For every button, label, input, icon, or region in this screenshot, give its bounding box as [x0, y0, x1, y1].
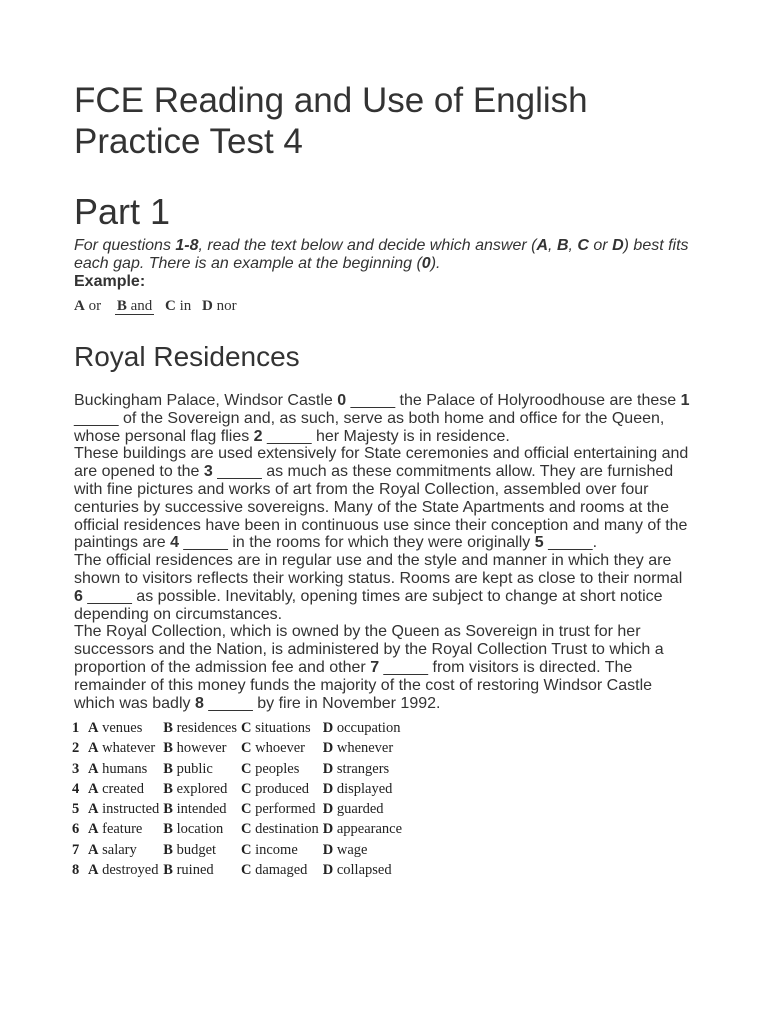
- passage-paragraph-2: These buildings are used extensively for State ceremonies and official entertaining and are opened to the 3 _____ as much as these commitments allow. They are furnished with fine pictures and works of art from the Royal Collection, assembled over four centuries by successive sovereigns. Many of the State Apartments and rooms at the official residences have been in continuous use since their conception and many of the paintings are 4 _____ in the rooms for which they were originally 5 _____.: [74, 445, 689, 552]
- option-d: D displayed: [322, 780, 393, 797]
- question-number: 7: [72, 841, 80, 858]
- document-page: [74, 80, 694, 881]
- example-label: Example:: [74, 273, 146, 290]
- option-d: D collapsed: [322, 862, 392, 879]
- question-number: 5: [72, 801, 80, 818]
- question-row: [72, 800, 406, 820]
- option-c: C income: [240, 841, 298, 858]
- part-heading: Part 1: [74, 191, 171, 232]
- option-c: C damaged: [240, 862, 308, 879]
- option-b: B intended: [163, 801, 227, 818]
- example-options: [74, 297, 694, 315]
- example-option-c: C in: [165, 298, 192, 314]
- question-number: 6: [72, 821, 80, 838]
- option-a: A whatever: [88, 740, 156, 757]
- passage-title: Royal Residences: [74, 341, 300, 372]
- question-number: 2: [72, 740, 80, 757]
- option-b: B location: [163, 821, 224, 838]
- option-a: A feature: [88, 821, 143, 838]
- option-c: C produced: [240, 780, 310, 797]
- example-option-a: A or: [74, 298, 102, 314]
- question-row: [72, 739, 406, 759]
- option-d: D whenever: [322, 740, 394, 757]
- option-d: D appearance: [322, 821, 403, 838]
- example-option-b-answer: B and: [116, 298, 153, 314]
- question-number: 8: [72, 862, 80, 879]
- question-row: [72, 820, 406, 840]
- question-row: [72, 860, 406, 880]
- option-a: A instructed: [88, 801, 160, 818]
- question-row: [72, 759, 406, 779]
- passage-paragraph-3: The official residences are in regular use and the style and manner in which they are shown to visitors reflects their working status. Rooms are kept as close to their normal 6 _____ as possible. Inevitably, opening times are subject to change at short notice depending on circumstances.: [74, 552, 683, 623]
- option-a: A humans: [88, 760, 148, 777]
- option-c: C peoples: [240, 760, 300, 777]
- option-b: B explored: [163, 780, 228, 797]
- option-d: D occupation: [322, 719, 401, 736]
- question-number: 4: [72, 780, 80, 797]
- option-c: C destination: [240, 821, 319, 838]
- answer-options-table: [72, 718, 406, 880]
- question-row: [72, 718, 406, 738]
- instructions: For questions 1-8, read the text below and decide which answer (A, B, C or D) best fits each gap. There is an example at the beginning (0).: [74, 237, 689, 272]
- option-b: B public: [163, 760, 213, 777]
- option-c: C situations: [240, 719, 311, 736]
- option-a: A salary: [88, 841, 137, 858]
- question-row: [72, 779, 406, 799]
- option-a: A venues: [88, 719, 143, 736]
- option-d: D guarded: [322, 801, 384, 818]
- question-row: [72, 840, 406, 860]
- option-a: A destroyed: [88, 862, 159, 879]
- option-b: B residences: [163, 719, 237, 736]
- option-d: D strangers: [322, 760, 390, 777]
- question-number: 1: [72, 719, 80, 736]
- option-b: B budget: [163, 841, 217, 858]
- option-c: C whoever: [240, 740, 306, 757]
- passage-text: [74, 392, 694, 712]
- question-number: 3: [72, 760, 80, 777]
- option-c: C performed: [240, 801, 316, 818]
- page-title: FCE Reading and Use of English Practice Test 4: [74, 81, 588, 161]
- passage-paragraph-1: Buckingham Palace, Windsor Castle 0 _____ the Palace of Holyroodhouse are these 1 _____ of the Sovereign and, as such, serve as both home and office for the Queen, whose personal flag flies 2 _____ her Majesty is in residence.: [74, 392, 690, 445]
- example-option-d: D nor: [202, 298, 237, 314]
- option-d: D wage: [322, 841, 368, 858]
- option-b: B however: [163, 740, 227, 757]
- option-b: B ruined: [163, 862, 214, 879]
- option-a: A created: [88, 780, 144, 797]
- passage-paragraph-4: The Royal Collection, which is owned by the Queen as Sovereign in trust for her successors and the Nation, is administered by the Royal Collection Trust to which a proportion of the admission fee and other 7 _____ from visitors is directed. The remainder of this money funds the majority of the cost of restoring Windsor Castle which was badly 8 _____ by fire in November 1992.: [74, 623, 664, 712]
